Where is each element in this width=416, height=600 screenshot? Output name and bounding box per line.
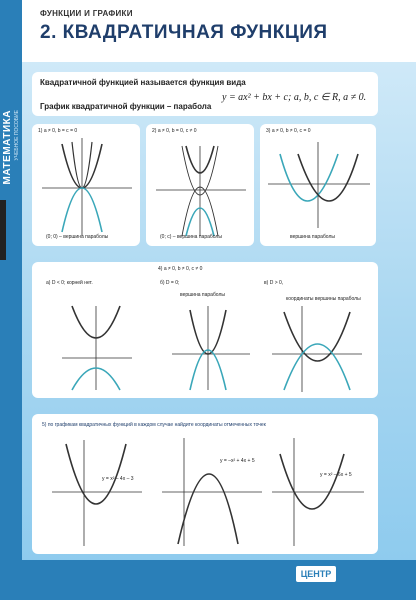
card-5-heading: 5) по графикам квадратичных функций в каждом случае найдите координаты отмеченных точек xyxy=(42,422,266,428)
card-4-graphs xyxy=(32,262,378,398)
card-4-b-caption: вершина параболы xyxy=(180,292,225,298)
card-5-graphs xyxy=(32,414,378,554)
card-case-2 xyxy=(146,124,254,246)
edge-tab-left xyxy=(0,200,6,260)
definition-text: Квадратичной функцией называется функция вида xyxy=(40,78,246,87)
card-4-a-label: a) D < 0; корней нет. xyxy=(46,280,93,286)
graph-label: График квадратичной функции – парабола xyxy=(40,102,212,111)
card-case-1 xyxy=(32,124,140,246)
card-4-b-label: б) D = 0; xyxy=(160,280,180,286)
card-1-heading: 1) a ≠ 0, b = c = 0 xyxy=(38,128,78,134)
page-title: 2. КВАДРАТИЧНАЯ ФУНКЦИЯ xyxy=(40,22,328,43)
section-label: ФУНКЦИИ И ГРАФИКИ xyxy=(40,9,133,18)
sidebar-subject: МАТЕМАТИКА xyxy=(2,110,13,185)
footer-bar xyxy=(22,560,416,600)
card-4-heading: 4) a ≠ 0, b ≠ 0, c ≠ 0 xyxy=(158,266,203,272)
card-5-f2: y = –x² + 4x + 5 xyxy=(220,458,255,464)
card-case-5 xyxy=(32,414,378,554)
sidebar xyxy=(0,0,22,600)
card-3-caption: вершина параболы xyxy=(290,234,335,240)
card-case-4 xyxy=(32,262,378,398)
card-2-caption: (0; c) – вершина параболы xyxy=(160,234,222,240)
card-3-graph xyxy=(260,124,376,246)
definition-formula: y = ax² + bx + c; a, b, c ∈ R, a ≠ 0. xyxy=(222,92,367,103)
card-5-f1: y = x² – 4x – 3 xyxy=(102,476,134,482)
card-4-c-caption: координаты вершины параболы xyxy=(286,296,361,302)
card-2-heading: 2) a ≠ 0, b = 0, c ≠ 0 xyxy=(152,128,197,134)
sidebar-subtitle: УЧЕБНОЕ ПОСОБИЕ xyxy=(14,110,20,161)
card-case-3 xyxy=(260,124,376,246)
publisher-logo: ЦЕНТР xyxy=(296,566,336,582)
card-5-f3: y = x² – 6x + 5 xyxy=(320,472,352,478)
card-1-graph xyxy=(32,124,140,246)
card-4-c-label: в) D > 0, xyxy=(264,280,284,286)
card-2-graph xyxy=(146,124,254,246)
card-3-heading: 3) a ≠ 0, b ≠ 0, c = 0 xyxy=(266,128,311,134)
card-1-caption: (0; 0) – вершина параболы xyxy=(46,234,109,240)
